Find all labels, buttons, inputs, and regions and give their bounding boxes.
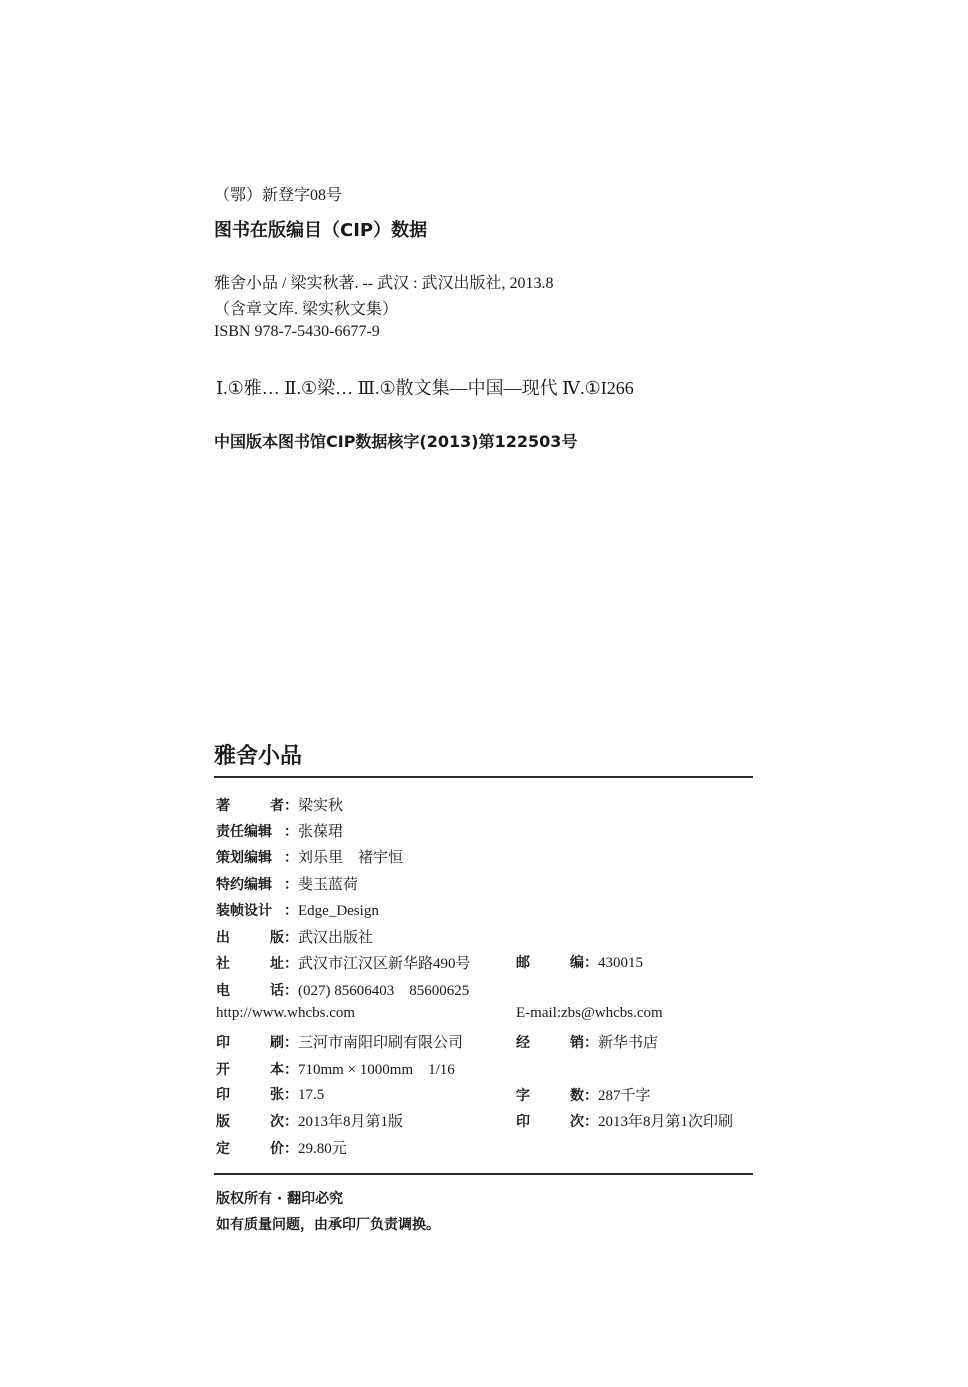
cip-heading: 图书在版编目（CIP）数据	[214, 220, 428, 241]
label-format: 开 本	[216, 1062, 284, 1078]
cip-isbn: ISBN 978-7-5430-6677-9	[214, 323, 380, 340]
row-sheets: 印 张 ： 17.5 字 数 ： 287千字	[216, 1084, 756, 1104]
label-price: 定 价	[216, 1141, 284, 1157]
value-address: 武汉市江汉区新华路490号	[298, 956, 471, 972]
registration-number: （鄂）新登字08号	[214, 187, 343, 204]
label-publisher: 出 版	[216, 930, 284, 946]
cip-bibliographic-line: 雅舍小品 / 梁实秋著. -- 武汉 : 武汉出版社, 2013.8	[214, 275, 554, 292]
row-author: 著 者 ： 梁实秋	[216, 794, 343, 814]
book-title: 雅舍小品	[214, 744, 303, 769]
label-editor-in-charge: 责任编辑	[216, 824, 272, 840]
printing-group: 印 次 ： 2013年8月第1次印刷	[516, 1110, 733, 1131]
value-format: 710mm × 1000mm 1/16	[298, 1062, 455, 1078]
label-edition: 版 次	[216, 1114, 284, 1130]
label-planning-editor: 策划编辑	[216, 850, 272, 866]
label-printing: 印 次	[516, 1114, 584, 1130]
label-sheets: 印 张	[216, 1087, 284, 1103]
value-printer: 三河市南阳印刷有限公司	[298, 1035, 464, 1051]
website-link[interactable]: http://www.whcbs.com	[216, 1005, 356, 1021]
label-address: 社 址	[216, 956, 284, 972]
value-planning-editor: 刘乐里 褚宇恒	[298, 850, 404, 866]
value-contract-editor: 斐玉蓝荷	[298, 877, 359, 893]
label-design: 装帧设计	[216, 903, 272, 919]
copyright-notice: 版权所有 · 翻印必究	[216, 1191, 344, 1207]
row-price: 定 价 ： 29.80元	[216, 1137, 347, 1157]
row-phone: 电 话 ： (027) 85606403 85600625	[216, 979, 469, 999]
row-address: 社 址 ： 武汉市江汉区新华路490号 邮 编 ： 430015	[216, 952, 756, 972]
cip-classification: Ⅰ.①雅… Ⅱ.①梁… Ⅲ.①散文集—中国—现代 Ⅳ.①I266	[216, 378, 634, 398]
value-edition: 2013年8月第1版	[298, 1114, 404, 1130]
value-phone: (027) 85606403 85600625	[298, 983, 470, 999]
cip-core-number: 中国版本图书馆CIP数据核字(2013)第122503号	[214, 432, 578, 451]
postcode-group: 邮 编 ： 430015	[516, 952, 643, 972]
value-sheets: 17.5	[298, 1087, 325, 1103]
value-printing: 2013年8月第1次印刷	[598, 1114, 734, 1130]
word-count-group: 字 数 ： 287千字	[516, 1084, 651, 1105]
value-distributor: 新华书店	[598, 1035, 659, 1051]
label-contract-editor: 特约编辑	[216, 877, 272, 893]
value-postcode: 430015	[598, 955, 643, 971]
divider-bottom	[214, 1173, 753, 1175]
email-link[interactable]: E-mail:zbs@whcbs.com	[516, 1005, 663, 1021]
row-contract-editor: 特约编辑 ： 斐玉蓝荷	[216, 873, 358, 893]
label-word-count: 字 数	[516, 1088, 584, 1104]
label-printer: 印 刷	[216, 1035, 284, 1051]
value-author: 梁实秋	[298, 798, 344, 814]
label-postcode: 邮 编	[516, 955, 584, 971]
value-price: 29.80元	[298, 1141, 347, 1157]
cip-series-line: （含章文库. 梁实秋文集）	[214, 301, 399, 318]
row-editor-in-charge: 责任编辑 ： 张葆珺	[216, 820, 343, 840]
row-edition: 版 次 ： 2013年8月第1版 印 次 ： 2013年8月第1次印刷	[216, 1110, 756, 1130]
label-phone: 电 话	[216, 983, 284, 999]
row-printer: 印 刷 ： 三河市南阳印刷有限公司 经 销 ： 新华书店	[216, 1031, 756, 1051]
label-distributor: 经 销	[516, 1035, 584, 1051]
label-author: 著 者	[216, 798, 284, 814]
distributor-group: 经 销 ： 新华书店	[516, 1031, 658, 1052]
row-publisher: 出 版 ： 武汉出版社	[216, 926, 373, 946]
value-publisher: 武汉出版社	[298, 930, 374, 946]
divider-top	[214, 776, 753, 778]
value-editor-in-charge: 张葆珺	[298, 824, 344, 840]
value-design: Edge_Design	[298, 903, 379, 919]
row-format: 开 本 ： 710mm × 1000mm 1/16	[216, 1058, 455, 1078]
row-design: 装帧设计 ： Edge_Design	[216, 900, 379, 920]
value-word-count: 287千字	[598, 1088, 651, 1104]
quality-notice: 如有质量问题，由承印厂负责调换。	[216, 1217, 440, 1233]
row-planning-editor: 策划编辑 ： 刘乐里 褚宇恒	[216, 846, 403, 866]
